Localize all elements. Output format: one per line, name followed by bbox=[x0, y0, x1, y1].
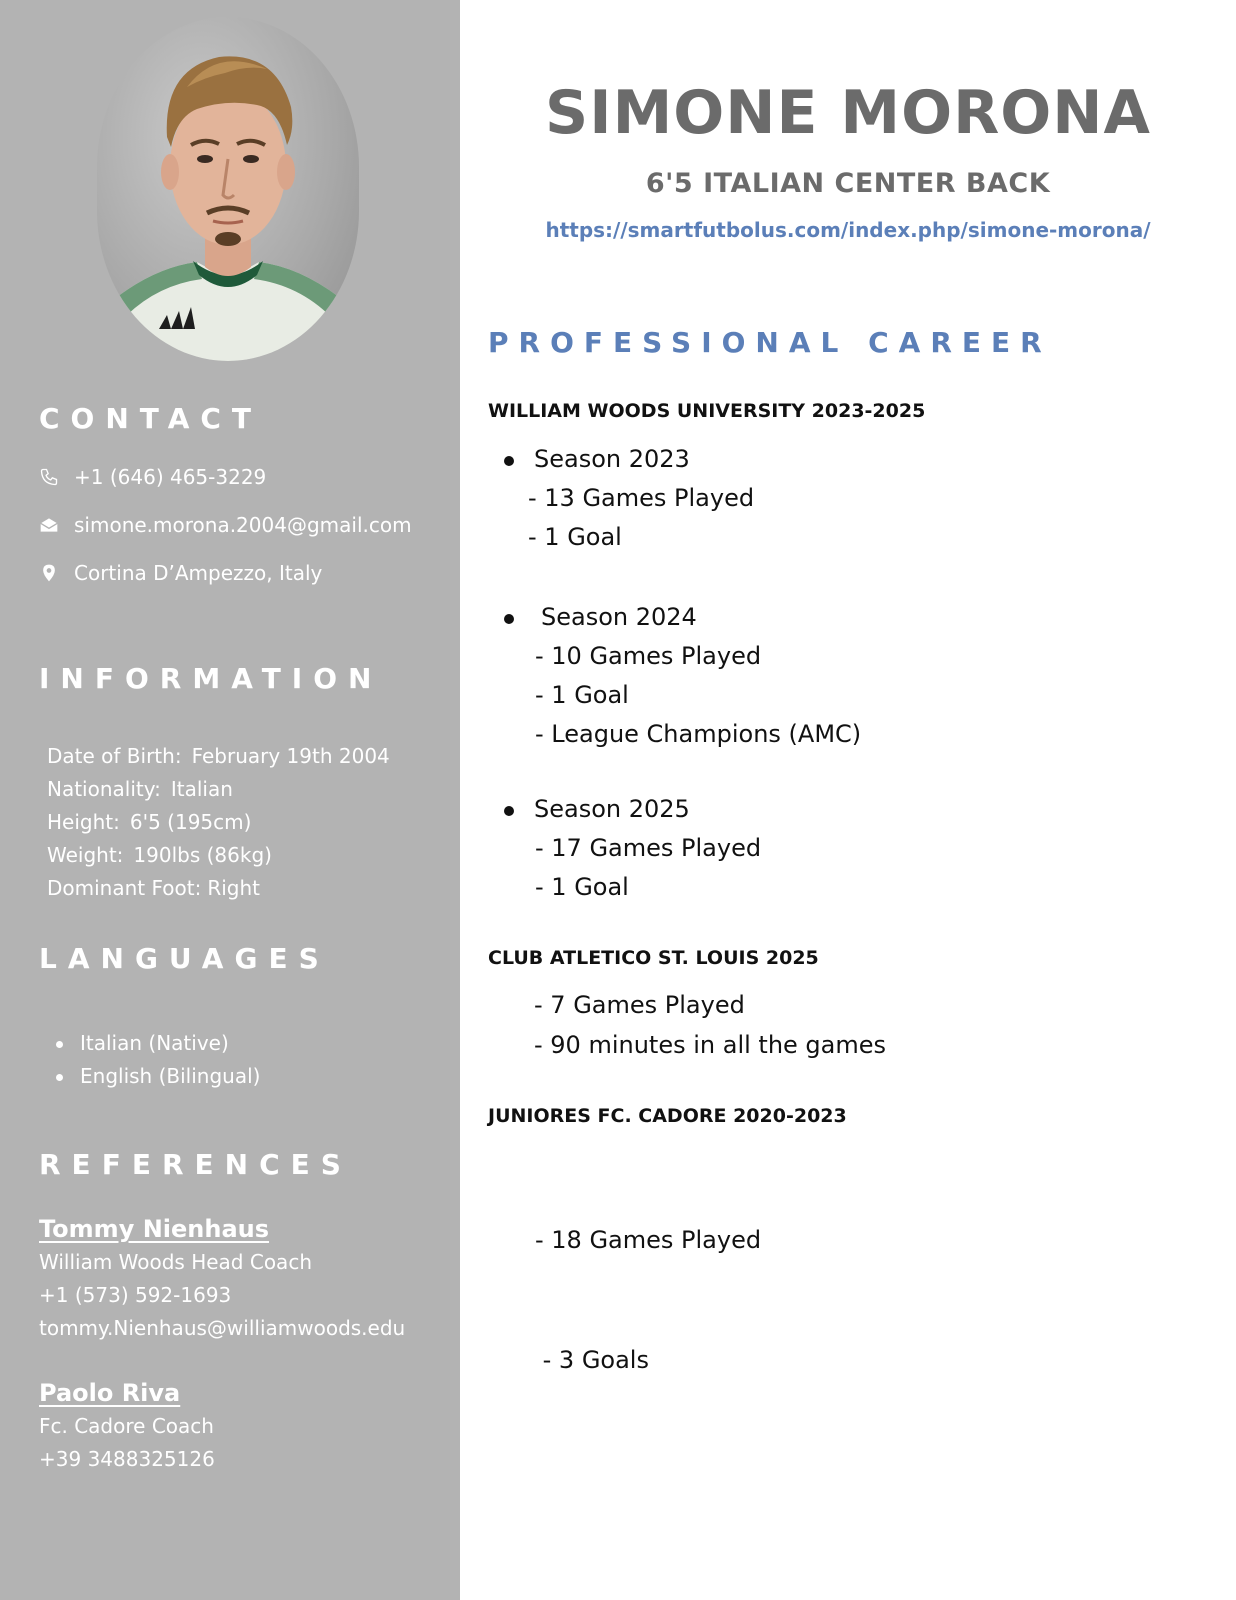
club-title: CLUB ATLETICO ST. LOUIS 2025 bbox=[488, 947, 819, 969]
languages-heading: LANGUAGES bbox=[39, 942, 330, 975]
info-row bbox=[47, 806, 390, 839]
information-heading: INFORMATION bbox=[39, 662, 383, 695]
season-title: Season 2024 bbox=[541, 603, 697, 631]
reference-phone: +39 3488325126 bbox=[39, 1447, 215, 1471]
phone-text: +1 (646) 465-3229 bbox=[74, 465, 267, 489]
reference-phone: +1 (573) 592-1693 bbox=[39, 1283, 232, 1307]
club-stat: - 18 Games Played bbox=[535, 1226, 762, 1254]
references-heading: REFERENCES bbox=[39, 1148, 352, 1181]
career-heading: PROFESSIONAL CAREER bbox=[488, 326, 1052, 359]
phone-icon bbox=[38, 466, 60, 488]
info-value: 6'5 (195cm) bbox=[129, 810, 252, 834]
info-value: February 19th 2004 bbox=[191, 744, 390, 768]
info-row bbox=[47, 839, 390, 872]
bullet-icon bbox=[504, 456, 514, 466]
season-stat: - League Champions (AMC) bbox=[535, 720, 862, 748]
info-label: Dominant Foot: bbox=[47, 876, 202, 900]
page-title: SIMONE MORONA bbox=[545, 78, 1151, 148]
info-value: Right bbox=[207, 876, 260, 900]
profile-photo bbox=[97, 17, 359, 361]
season-stat: - 1 Goal bbox=[535, 873, 629, 901]
sidebar bbox=[0, 0, 460, 1600]
reference-name: Paolo Riva bbox=[39, 1379, 181, 1407]
season-block bbox=[528, 440, 755, 557]
reference-card bbox=[39, 1376, 215, 1476]
map-pin-icon bbox=[38, 562, 60, 584]
info-label: Date of Birth: bbox=[47, 744, 182, 768]
contact-location bbox=[38, 561, 322, 585]
bullet-icon bbox=[504, 806, 514, 816]
location-text: Cortina D’Ampezzo, Italy bbox=[74, 561, 323, 585]
reference-name: Tommy Nienhaus bbox=[39, 1215, 270, 1243]
season-title: Season 2023 bbox=[534, 445, 690, 473]
info-row bbox=[47, 740, 390, 773]
list-item: Italian (Native) bbox=[56, 1027, 260, 1060]
position-subtitle: 6'5 ITALIAN CENTER BACK bbox=[645, 168, 1051, 199]
info-value: Italian bbox=[170, 777, 233, 801]
season-stat: - 17 Games Played bbox=[535, 834, 762, 862]
profile-link[interactable]: https://smartfutbolus.com/index.php/simone-morona/ bbox=[545, 218, 1151, 242]
club-stat: - 3 Goals bbox=[535, 1346, 649, 1374]
contact-heading: CONTACT bbox=[39, 402, 263, 435]
info-label: Height: bbox=[47, 810, 120, 834]
information-list bbox=[47, 740, 390, 905]
reference-email[interactable]: tommy.Nienhaus@williamwoods.edu bbox=[39, 1316, 406, 1340]
club-title: JUNIORES FC. CADORE 2020-2023 bbox=[488, 1105, 847, 1127]
main-content bbox=[460, 0, 1236, 1600]
list-item: English (Bilingual) bbox=[56, 1060, 260, 1093]
club-stat: - 90 minutes in all the games bbox=[534, 1031, 887, 1059]
envelope-icon bbox=[38, 514, 60, 536]
info-label: Nationality: bbox=[47, 777, 161, 801]
club-stats bbox=[534, 985, 886, 1065]
info-label: Weight: bbox=[47, 843, 124, 867]
reference-role: Fc. Cadore Coach bbox=[39, 1414, 214, 1438]
reference-role: William Woods Head Coach bbox=[39, 1250, 312, 1274]
season-stat: - 13 Games Played bbox=[528, 484, 755, 512]
season-stat: - 10 Games Played bbox=[535, 642, 762, 670]
season-block bbox=[535, 598, 862, 754]
contact-phone bbox=[38, 465, 266, 489]
contact-email bbox=[38, 513, 412, 537]
season-stat: - 1 Goal bbox=[535, 681, 629, 709]
info-value: 190lbs (86kg) bbox=[133, 843, 272, 867]
club-stats bbox=[535, 1140, 761, 1460]
season-block bbox=[534, 790, 761, 907]
club-title: WILLIAM WOODS UNIVERSITY 2023-2025 bbox=[488, 400, 926, 422]
languages-list bbox=[56, 1027, 260, 1093]
info-row bbox=[47, 773, 390, 806]
reference-card bbox=[39, 1212, 405, 1345]
portrait-illustration bbox=[97, 17, 359, 361]
club-stat: - 7 Games Played bbox=[534, 991, 745, 1019]
season-title: Season 2025 bbox=[534, 795, 690, 823]
info-row bbox=[47, 872, 390, 905]
bullet-icon bbox=[504, 614, 514, 624]
email-text[interactable]: simone.morona.2004@gmail.com bbox=[74, 513, 412, 537]
season-stat: - 1 Goal bbox=[528, 523, 622, 551]
